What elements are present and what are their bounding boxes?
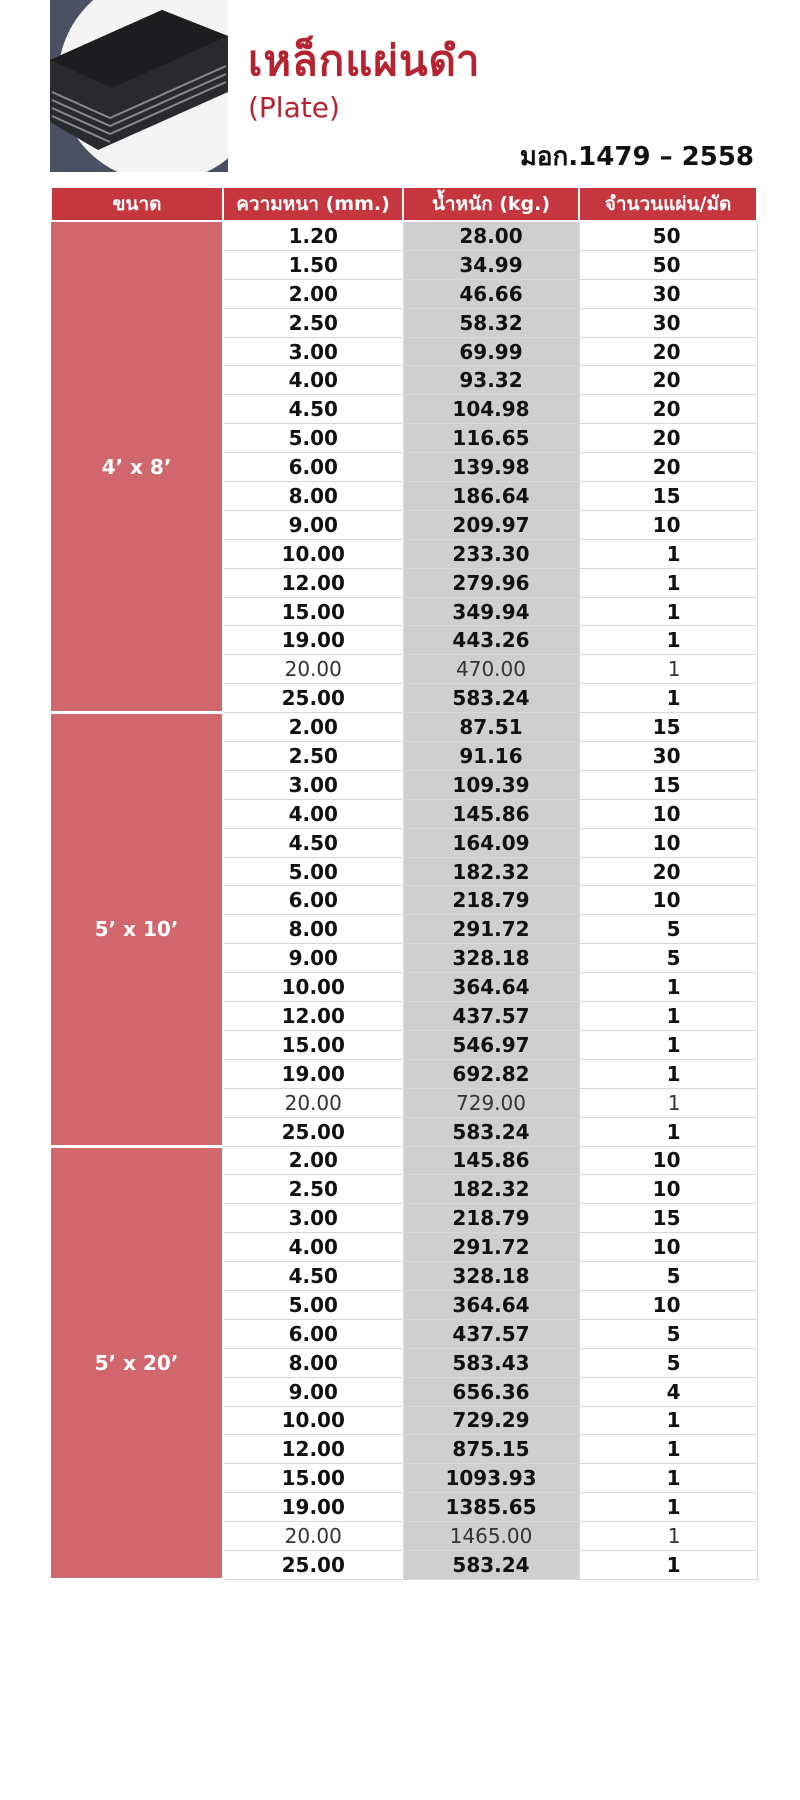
thickness-cell: 4.00 [223,799,403,828]
thickness-cell: 8.00 [223,1348,403,1377]
thickness-cell: 9.00 [223,944,403,973]
thickness-cell: 8.00 [223,482,403,511]
size-cell: 4’ x 8’ [51,221,223,713]
weight-cell: 583.24 [403,1117,579,1146]
quantity-cell: 30 [579,742,757,771]
weight-cell: 546.97 [403,1030,579,1059]
thickness-cell: 12.00 [223,1002,403,1031]
thickness-cell: 4.00 [223,1233,403,1262]
weight-cell: 209.97 [403,510,579,539]
quantity-cell: 5 [579,915,757,944]
table-row [51,1146,757,1175]
weight-cell: 28.00 [403,221,579,250]
thickness-cell: 2.00 [223,1146,403,1175]
size-cell: 5’ x 10’ [51,713,223,1146]
weight-cell: 349.94 [403,597,579,626]
quantity-cell: 1 [579,1059,757,1088]
thickness-cell: 4.50 [223,1262,403,1291]
thickness-cell: 25.00 [223,684,403,713]
weight-cell: 218.79 [403,1204,579,1233]
thickness-cell: 2.00 [223,279,403,308]
thickness-cell: 10.00 [223,973,403,1002]
thickness-cell: 6.00 [223,1319,403,1348]
weight-cell: 145.86 [403,799,579,828]
quantity-cell: 1 [579,1522,757,1551]
quantity-cell: 1 [579,1464,757,1493]
weight-cell: 218.79 [403,886,579,915]
quantity-cell: 50 [579,221,757,250]
page-header [0,0,800,180]
thickness-cell: 3.00 [223,770,403,799]
weight-cell: 69.99 [403,337,579,366]
weight-cell: 116.65 [403,424,579,453]
thickness-cell: 19.00 [223,626,403,655]
quantity-cell: 10 [579,828,757,857]
quantity-cell: 15 [579,713,757,742]
weight-cell: 291.72 [403,915,579,944]
weight-cell: 87.51 [403,713,579,742]
quantity-cell: 1 [579,626,757,655]
thickness-cell: 5.00 [223,424,403,453]
thickness-cell: 10.00 [223,1406,403,1435]
quantity-cell: 1 [579,539,757,568]
thickness-cell: 2.50 [223,1175,403,1204]
table-row [51,713,757,742]
weight-cell: 109.39 [403,770,579,799]
weight-cell: 583.43 [403,1348,579,1377]
weight-cell: 279.96 [403,568,579,597]
thickness-cell: 1.20 [223,221,403,250]
thickness-cell: 19.00 [223,1493,403,1522]
weight-cell: 729.00 [403,1088,579,1117]
thickness-cell: 2.00 [223,713,403,742]
weight-cell: 364.64 [403,1290,579,1319]
quantity-cell: 10 [579,1146,757,1175]
thickness-cell: 3.00 [223,1204,403,1233]
weight-cell: 58.32 [403,308,579,337]
quantity-cell: 10 [579,1175,757,1204]
weight-cell: 104.98 [403,395,579,424]
quantity-cell: 10 [579,1233,757,1262]
weight-cell: 291.72 [403,1233,579,1262]
quantity-cell: 5 [579,1262,757,1291]
weight-cell: 46.66 [403,279,579,308]
quantity-cell: 10 [579,886,757,915]
thickness-cell: 15.00 [223,1464,403,1493]
weight-cell: 443.26 [403,626,579,655]
weight-cell: 729.29 [403,1406,579,1435]
weight-cell: 364.64 [403,973,579,1002]
quantity-cell: 1 [579,1030,757,1059]
thickness-cell: 5.00 [223,1290,403,1319]
column-header-quantity: จำนวนแผ่น/มัด [579,187,757,221]
weight-cell: 875.15 [403,1435,579,1464]
quantity-cell: 15 [579,482,757,511]
column-header-weight: น้ำหนัก (kg.) [403,187,579,221]
weight-cell: 91.16 [403,742,579,771]
quantity-cell: 5 [579,1319,757,1348]
quantity-cell: 1 [579,1550,757,1579]
quantity-cell: 15 [579,770,757,799]
quantity-cell: 1 [579,973,757,1002]
quantity-cell: 20 [579,337,757,366]
thickness-cell: 12.00 [223,1435,403,1464]
page-title: เหล็กแผ่นดำ [248,36,481,85]
weight-cell: 139.98 [403,453,579,482]
quantity-cell: 10 [579,1290,757,1319]
quantity-cell: 1 [579,1002,757,1031]
thickness-cell: 8.00 [223,915,403,944]
weight-cell: 656.36 [403,1377,579,1406]
column-header-thickness: ความหนา (mm.) [223,187,403,221]
weight-cell: 583.24 [403,1550,579,1579]
weight-cell: 164.09 [403,828,579,857]
thickness-cell: 10.00 [223,539,403,568]
weight-cell: 583.24 [403,684,579,713]
weight-cell: 186.64 [403,482,579,511]
quantity-cell: 1 [579,1435,757,1464]
thickness-cell: 1.50 [223,250,403,279]
weight-cell: 1465.00 [403,1522,579,1551]
quantity-cell: 5 [579,944,757,973]
quantity-cell: 20 [579,857,757,886]
page-subtitle: (Plate) [248,91,340,124]
weight-cell: 233.30 [403,539,579,568]
quantity-cell: 50 [579,250,757,279]
quantity-cell: 10 [579,510,757,539]
thickness-cell: 15.00 [223,597,403,626]
standard-label: มอก.1479 – 2558 [519,142,754,172]
quantity-cell: 1 [579,568,757,597]
quantity-cell: 15 [579,1204,757,1233]
size-cell: 5’ x 20’ [51,1146,223,1579]
weight-cell: 437.57 [403,1002,579,1031]
thickness-cell: 4.50 [223,395,403,424]
quantity-cell: 20 [579,366,757,395]
quantity-cell: 4 [579,1377,757,1406]
thickness-cell: 15.00 [223,1030,403,1059]
quantity-cell: 1 [579,655,757,684]
quantity-cell: 1 [579,1493,757,1522]
weight-cell: 145.86 [403,1146,579,1175]
weight-cell: 182.32 [403,1175,579,1204]
table-row [51,221,757,250]
quantity-cell: 1 [579,597,757,626]
quantity-cell: 20 [579,395,757,424]
weight-cell: 328.18 [403,1262,579,1291]
thickness-cell: 3.00 [223,337,403,366]
quantity-cell: 1 [579,1117,757,1146]
quantity-cell: 1 [579,684,757,713]
weight-cell: 692.82 [403,1059,579,1088]
plate-spec-table [50,186,758,1581]
thickness-cell: 4.50 [223,828,403,857]
quantity-cell: 5 [579,1348,757,1377]
weight-cell: 1093.93 [403,1464,579,1493]
thickness-cell: 4.00 [223,366,403,395]
thickness-cell: 6.00 [223,886,403,915]
thickness-cell: 19.00 [223,1059,403,1088]
thickness-cell: 9.00 [223,510,403,539]
weight-cell: 1385.65 [403,1493,579,1522]
thickness-cell: 2.50 [223,742,403,771]
weight-cell: 182.32 [403,857,579,886]
quantity-cell: 20 [579,424,757,453]
thickness-cell: 12.00 [223,568,403,597]
thickness-cell: 6.00 [223,453,403,482]
weight-cell: 470.00 [403,655,579,684]
weight-cell: 34.99 [403,250,579,279]
quantity-cell: 20 [579,453,757,482]
column-header-size: ขนาด [51,187,223,221]
thickness-cell: 25.00 [223,1117,403,1146]
thickness-cell: 2.50 [223,308,403,337]
quantity-cell: 1 [579,1406,757,1435]
quantity-cell: 30 [579,308,757,337]
weight-cell: 93.32 [403,366,579,395]
table-header-row [51,187,757,221]
thickness-cell: 20.00 [223,1088,403,1117]
thickness-cell: 25.00 [223,1550,403,1579]
steel-plate-image [50,0,228,172]
weight-cell: 437.57 [403,1319,579,1348]
thickness-cell: 20.00 [223,655,403,684]
weight-cell: 328.18 [403,944,579,973]
quantity-cell: 30 [579,279,757,308]
quantity-cell: 1 [579,1088,757,1117]
thickness-cell: 20.00 [223,1522,403,1551]
thickness-cell: 5.00 [223,857,403,886]
quantity-cell: 10 [579,799,757,828]
thickness-cell: 9.00 [223,1377,403,1406]
